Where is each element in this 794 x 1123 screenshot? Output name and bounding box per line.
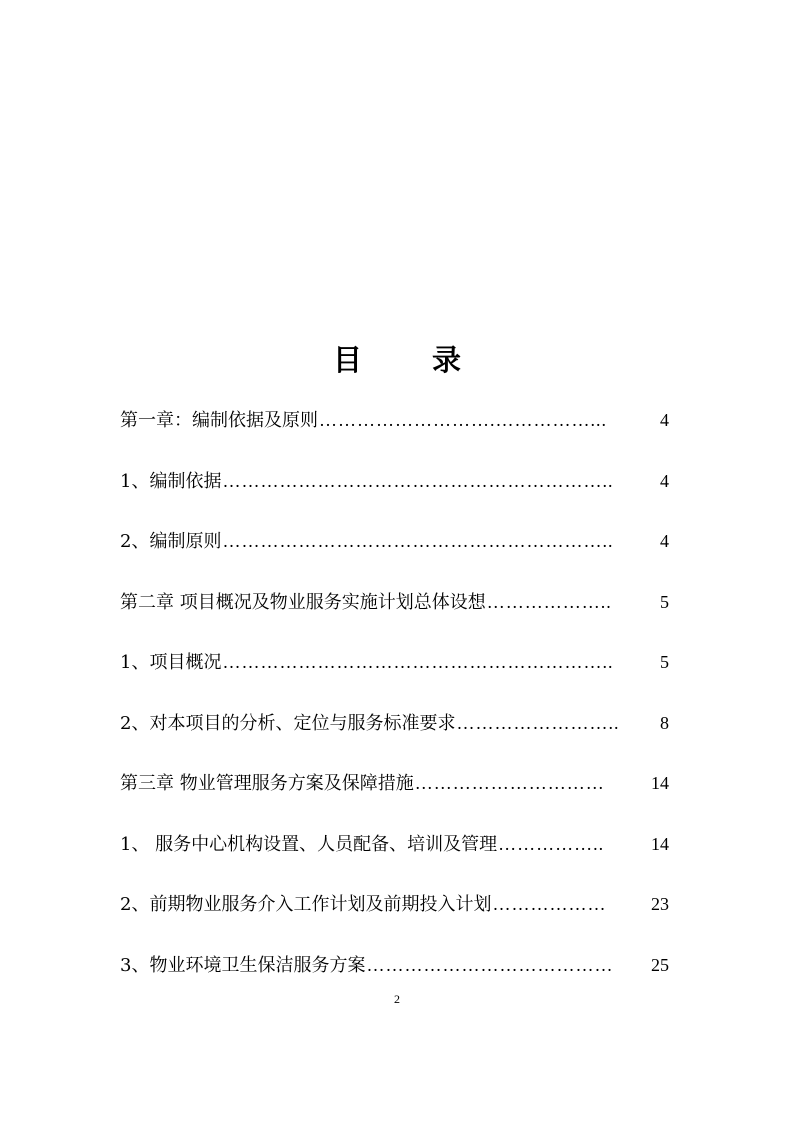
toc-entry-text: 2、对本项目的分析、定位与服务标准要求 <box>120 712 456 734</box>
toc-leader-dots: ………………………… <box>414 773 605 793</box>
toc-title: 目 录 <box>332 343 492 377</box>
toc-entry[interactable] <box>120 886 669 947</box>
toc-entry-text: 1、编制依据 <box>120 470 222 492</box>
toc-entry-page: 4 <box>660 531 669 551</box>
toc-leader-dots: …………………………………………………….. <box>222 470 614 491</box>
toc-entry-text: 1、 服务中心机构设置、人员配备、培训及管理 <box>120 833 498 855</box>
page-number: 2 <box>394 992 400 1006</box>
toc-leader-dots: …………….. <box>498 833 605 854</box>
toc-entry-page: 4 <box>660 470 669 491</box>
toc-leader-dots: ……………….. <box>486 591 612 612</box>
toc-entry-page: 14 <box>651 773 669 793</box>
toc-entry-page: 8 <box>660 712 669 733</box>
toc-leader-dots: ……………… <box>492 894 607 914</box>
toc-entry-page: 5 <box>660 591 669 612</box>
toc-entry[interactable] <box>120 402 669 463</box>
toc-list <box>120 402 669 1007</box>
toc-entry[interactable] <box>120 463 669 524</box>
toc-entry-text: 1、项目概况 <box>120 652 222 673</box>
toc-entry[interactable] <box>120 584 669 645</box>
toc-leader-dots: …………………………………………………….. <box>222 652 614 672</box>
toc-entry-text: 第三章 物业管理服务方案及保障措施 <box>120 773 414 794</box>
toc-entry-text: 2、编制原则 <box>120 531 222 552</box>
toc-entry-page: 23 <box>651 894 669 914</box>
toc-entry[interactable] <box>120 765 669 826</box>
toc-entry-page: 25 <box>651 954 669 975</box>
toc-leader-dots: …………………….. <box>456 712 620 733</box>
toc-entry[interactable] <box>120 644 669 705</box>
toc-leader-dots: ………………………………… <box>366 954 614 975</box>
toc-entry-text: 第二章 项目概况及物业服务实施计划总体设想 <box>120 591 486 613</box>
toc-entry[interactable] <box>120 826 669 887</box>
toc-entry-page: 5 <box>660 652 669 672</box>
toc-entry-page: 14 <box>651 833 669 854</box>
toc-leader-dots: ……………………….……………... <box>319 410 607 430</box>
toc-entry-text: 2、前期物业服务介入工作计划及前期投入计划 <box>120 894 492 915</box>
toc-entry-page: 4 <box>660 410 669 430</box>
toc-entry[interactable] <box>120 523 669 584</box>
toc-entry[interactable] <box>120 705 669 766</box>
toc-leader-dots: …………………………………………………….. <box>222 531 614 551</box>
toc-entry-text: 第一章：编制依据及原则 <box>120 410 318 431</box>
toc-entry-text: 3、物业环境卫生保洁服务方案 <box>120 954 366 976</box>
